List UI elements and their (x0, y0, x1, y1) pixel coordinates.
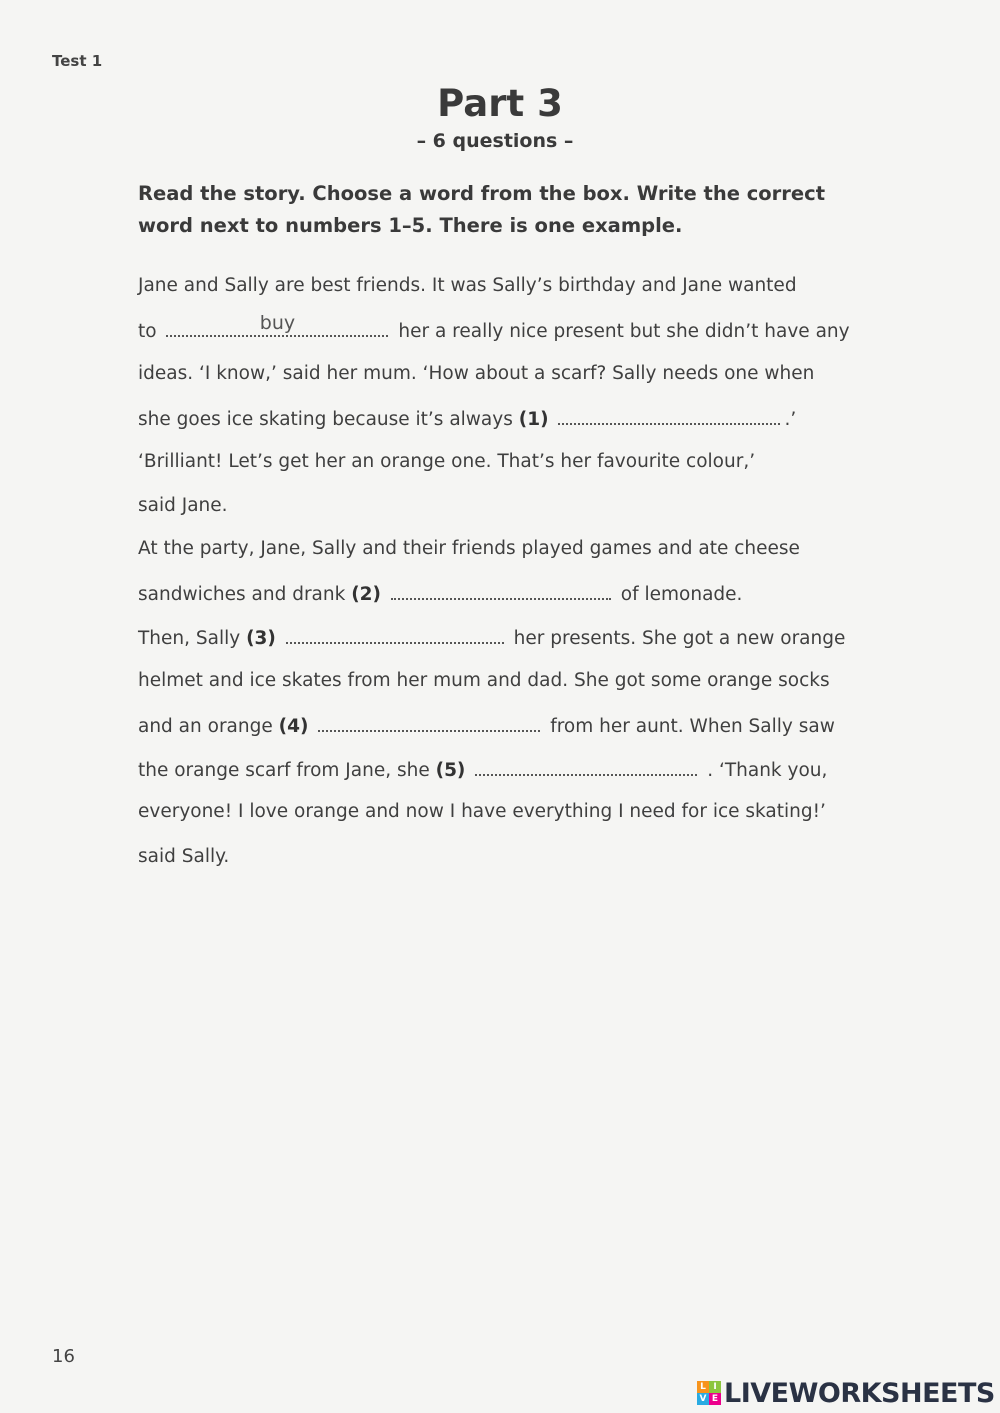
test-label: Test 1 (52, 52, 103, 70)
story-text: .’ (784, 409, 797, 430)
logo-letter: I (709, 1381, 721, 1393)
gap-number-4: (4) (278, 716, 309, 737)
liveworksheets-brand[interactable] (697, 1376, 995, 1410)
answer-input-2[interactable] (391, 578, 611, 600)
gap-number-1: (1) (518, 409, 549, 430)
story-line-1: Jane and Sally are best friends. It was Sally’s birthday and Jane wanted (138, 275, 797, 296)
logo-letter: V (697, 1393, 709, 1405)
brand-name: LIVEWORKSHEETS (724, 1377, 995, 1409)
page-number: 16 (52, 1346, 75, 1367)
instructions-line-1: Read the story. Choose a word from the box. Write the correct (138, 182, 826, 205)
story-line-13: everyone! I love orange and now I have everything I need for ice skating!’ (138, 801, 826, 822)
gap-number-2: (2) (351, 584, 382, 605)
story-text: . ‘Thank you, (707, 760, 828, 781)
answer-input-1[interactable] (558, 403, 780, 425)
story-line-11 (138, 710, 835, 740)
story-line-2 (138, 312, 850, 345)
answer-input-5[interactable] (475, 754, 697, 776)
story-text: sandwiches and drank (138, 584, 346, 605)
story-text: her presents. She got a new orange (513, 628, 846, 649)
logo-letter: E (709, 1393, 721, 1405)
story-line-5: ‘Brilliant! Let’s get her an orange one. That’s her favourite colour,’ (138, 451, 756, 472)
story-line-10: helmet and ice skates from her mum and dad. She got some orange socks (138, 670, 830, 691)
story-text: from her aunt. When Sally saw (550, 716, 835, 737)
story-text: her a really nice present but she didn’t have any (398, 321, 850, 342)
example-answer: buy (259, 312, 296, 334)
story-text: she goes ice skating because it’s always (138, 409, 513, 430)
story-line-14: said Sally. (138, 846, 230, 867)
logo-letter: L (697, 1381, 709, 1393)
instructions (138, 178, 858, 242)
story-line-7: At the party, Jane, Sally and their friends played games and ate cheese (138, 538, 800, 559)
story-line-8 (138, 578, 742, 608)
story-line-6: said Jane. (138, 495, 228, 516)
gap-number-5: (5) (435, 760, 466, 781)
story-text: the orange scarf from Jane, she (138, 760, 430, 781)
page-title: Part 3 (437, 82, 563, 125)
story-line-3: ideas. ‘I know,’ said her mum. ‘How about a scarf? Sally needs one when (138, 363, 815, 384)
answer-input-4[interactable] (318, 710, 540, 732)
gap-number-3: (3) (246, 628, 276, 649)
question-count: – 6 questions – (416, 130, 574, 152)
answer-input-3[interactable] (286, 622, 504, 644)
story-line-4 (138, 403, 796, 433)
liveworksheets-logo-icon (697, 1381, 721, 1405)
story-line-12 (138, 754, 827, 784)
example-answer-field (166, 312, 388, 337)
story-text: Then, Sally (138, 628, 241, 649)
instructions-line-2: word next to numbers 1–5. There is one example. (138, 214, 683, 237)
story-text: and an orange (138, 716, 273, 737)
story-line-9 (138, 622, 845, 652)
story-text: to (138, 321, 157, 342)
story-text: of lemonade. (620, 584, 743, 605)
